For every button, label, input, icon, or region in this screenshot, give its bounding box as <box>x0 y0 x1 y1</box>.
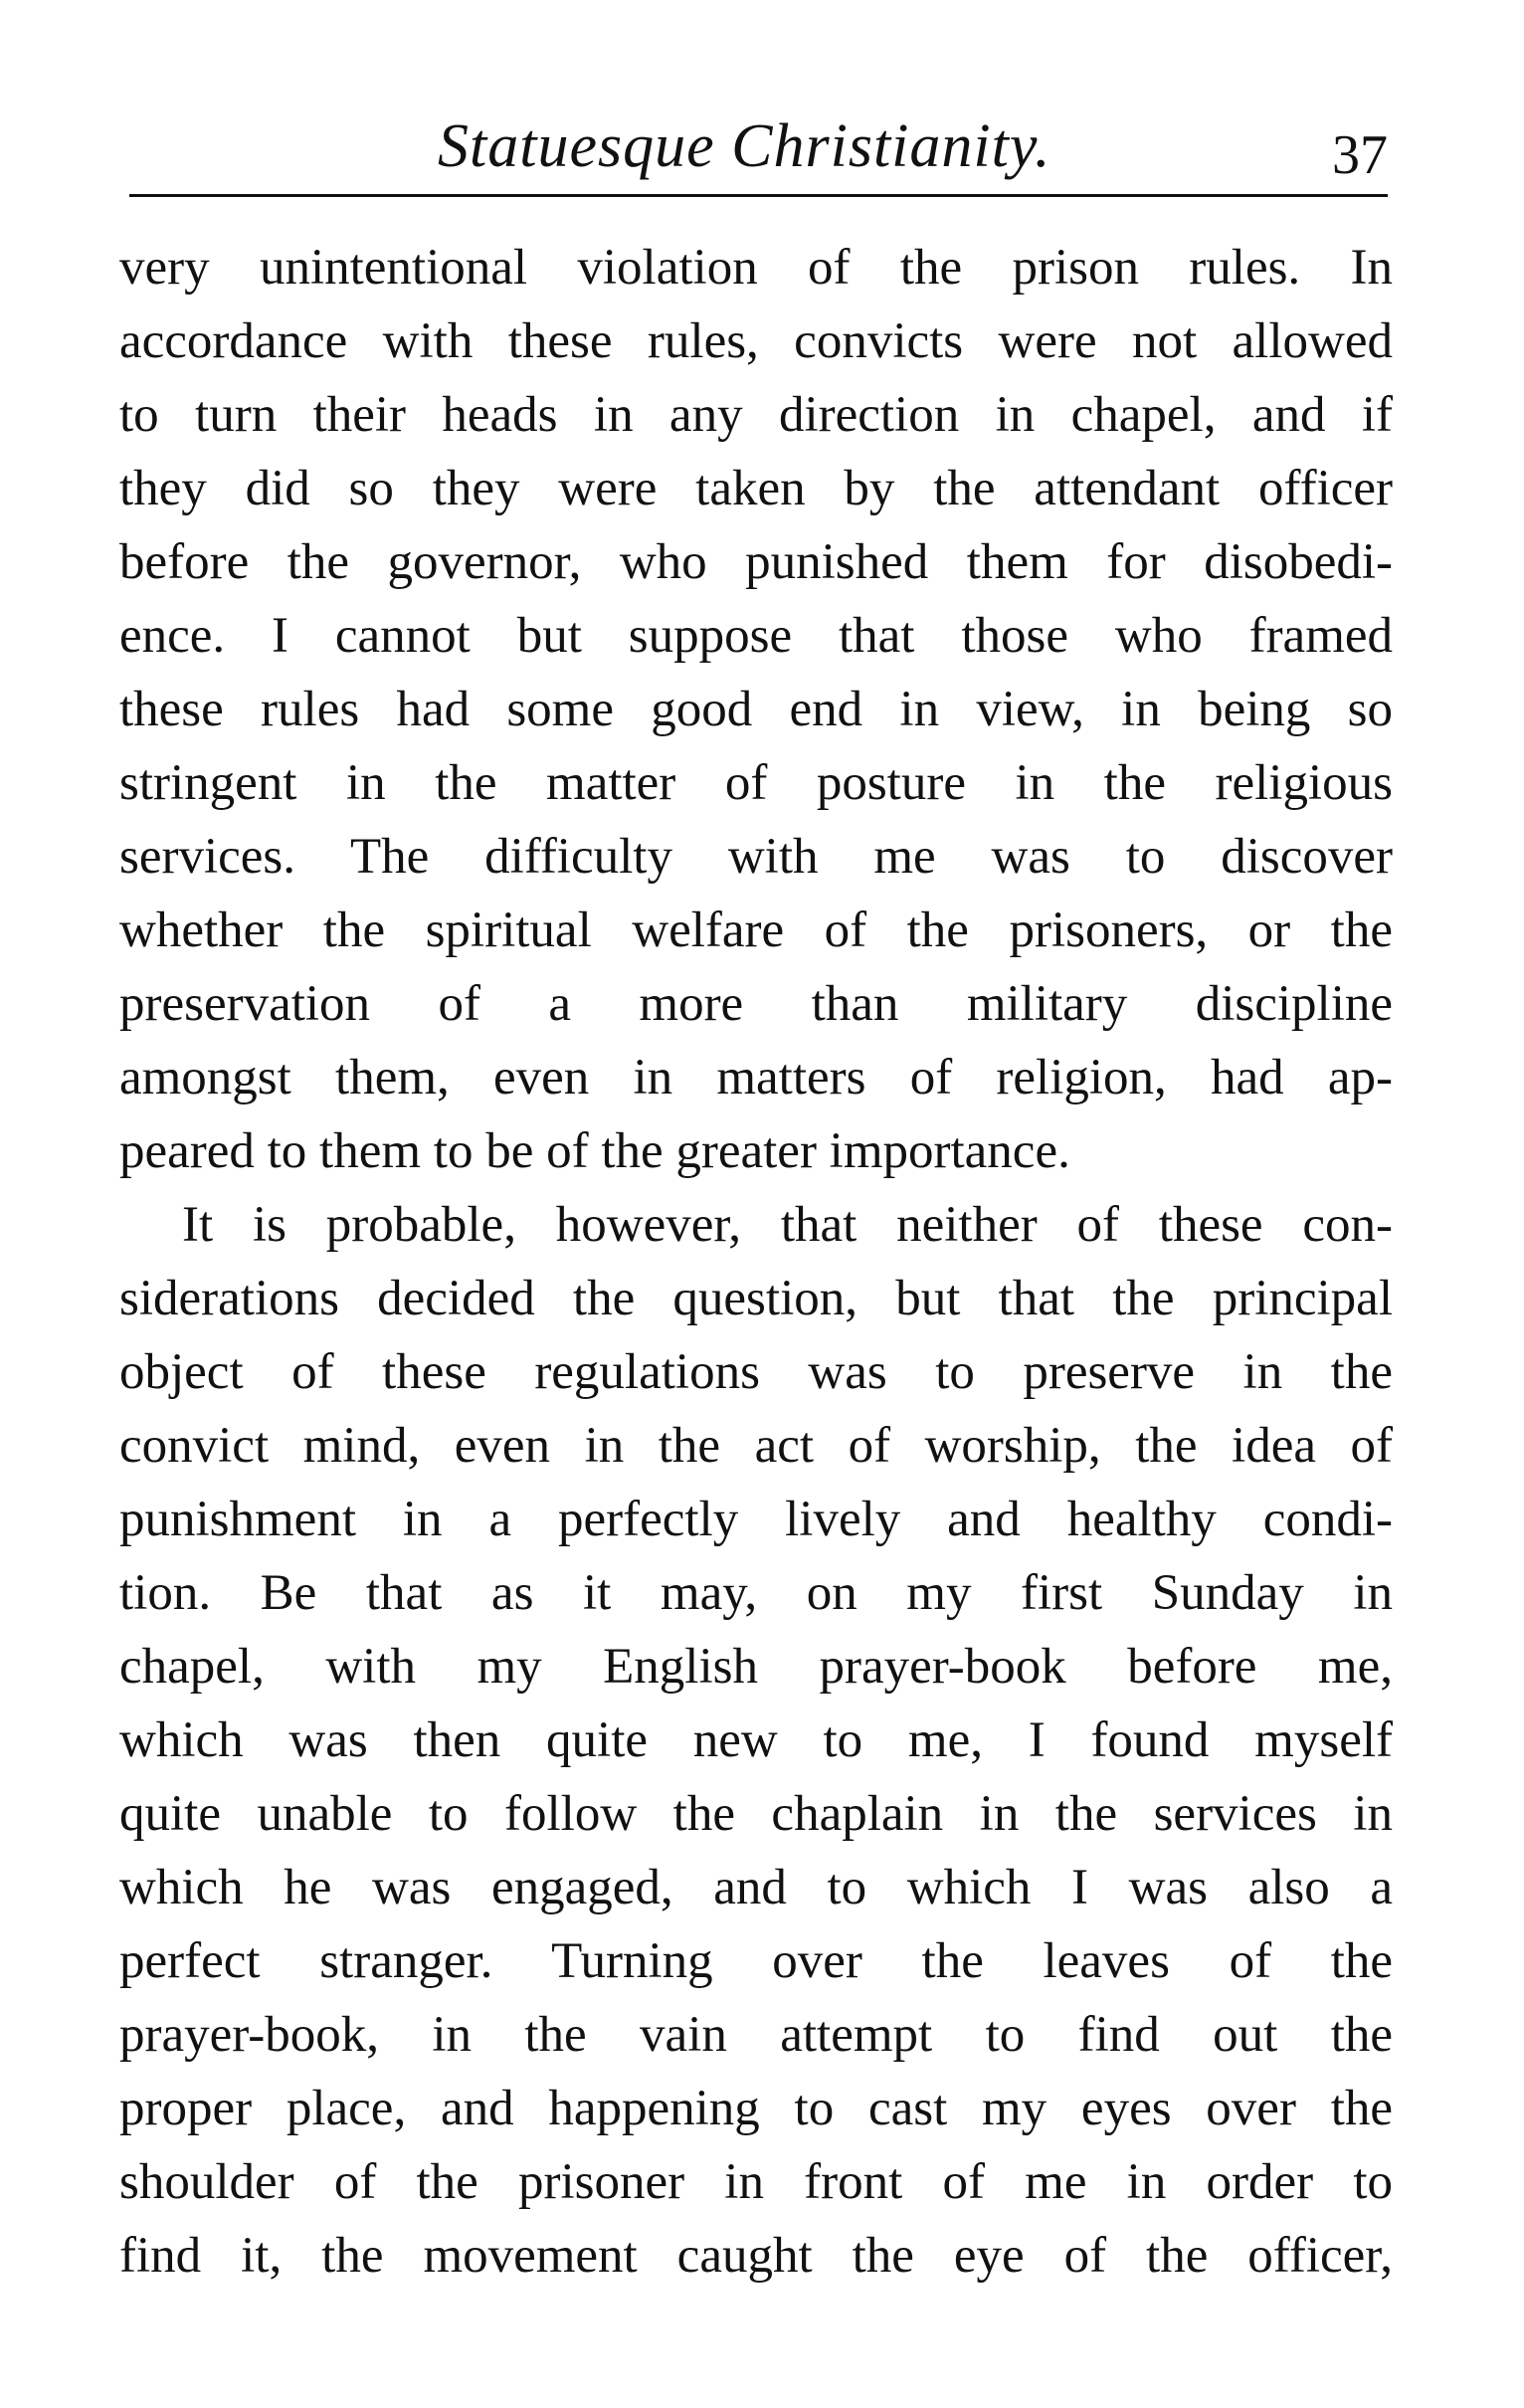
text-line: to turn their heads in any direction in chapel, and if <box>119 387 1393 443</box>
text-line: before the governor, who punished them for disobedi- <box>119 534 1393 590</box>
text-line: amongst them, even in matters of religion, had ap- <box>119 1050 1393 1105</box>
body-text <box>119 231 1393 2293</box>
text-line: very unintentional violation of the prison rules. In <box>119 240 1393 296</box>
text-line: prayer-book, in the vain attempt to find out the <box>119 2007 1393 2063</box>
text-line: proper place, and happening to cast my eyes over the <box>119 2081 1393 2136</box>
text-line: these rules had some good end in view, in being so <box>119 682 1393 737</box>
text-line: they did so they were taken by the attendant officer <box>119 461 1393 516</box>
text-line: services. The difficulty with me was to discover <box>119 829 1393 885</box>
text-line: quite unable to follow the chaplain in the services in <box>119 1786 1393 1842</box>
text-line: peared to them to be of the greater importance. <box>119 1123 1070 1179</box>
text-line: convict mind, even in the act of worship, the idea of <box>119 1418 1393 1474</box>
text-line: siderations decided the question, but that the principal <box>119 1271 1393 1326</box>
text-line: preservation of a more than military discipline <box>119 976 1393 1032</box>
text-line: tion. Be that as it may, on my first Sunday in <box>119 1565 1393 1621</box>
text-line: which he was engaged, and to which I was also a <box>119 1860 1393 1915</box>
text-line: find it, the movement caught the eye of the officer, <box>119 2228 1393 2284</box>
header-rule <box>129 194 1388 197</box>
text-line: accordance with these rules, convicts were not allowed <box>119 313 1393 369</box>
text-line: shoulder of the prisoner in front of me in order to <box>119 2154 1393 2210</box>
text-line: chapel, with my English prayer-book before me, <box>119 1639 1393 1695</box>
text-line: which was then quite new to me, I found myself <box>119 1712 1393 1768</box>
text-line: perfect stranger. Turning over the leaves of the <box>119 1933 1393 1989</box>
text-line: punishment in a perfectly lively and healthy condi- <box>119 1492 1393 1547</box>
text-line: It is probable, however, that neither of these con- <box>182 1197 1393 1253</box>
page-number: 37 <box>1332 124 1388 186</box>
text-line: object of these regulations was to preserve in the <box>119 1344 1393 1400</box>
running-title: Statuesque Christianity. <box>438 112 1051 180</box>
running-head <box>129 100 1388 199</box>
text-line: stringent in the matter of posture in the religious <box>119 755 1393 811</box>
text-line: ence. I cannot but suppose that those who framed <box>119 608 1393 664</box>
text-line: whether the spiritual welfare of the prisoners, or the <box>119 903 1393 958</box>
